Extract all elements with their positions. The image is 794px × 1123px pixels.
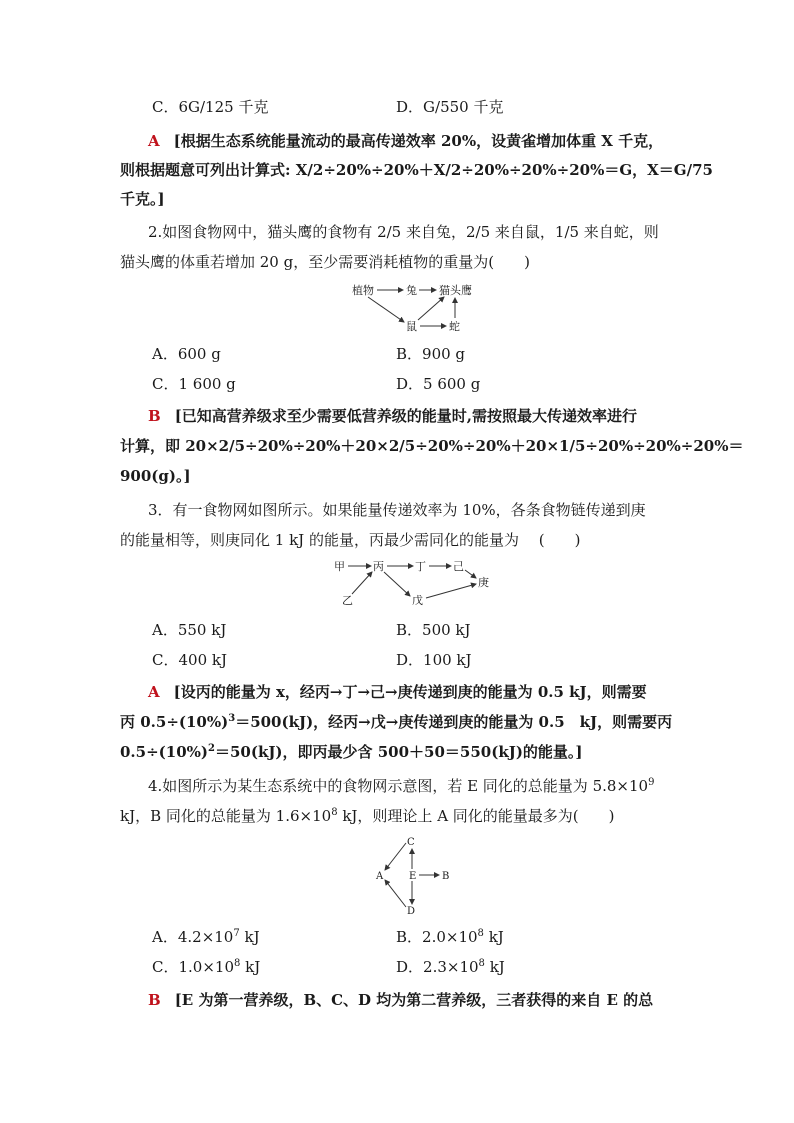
q1-explanation-line3: 千克。]: [120, 190, 165, 208]
q4-explanation-line1: [148, 990, 680, 1010]
diagram-bing: 丙: [373, 560, 384, 573]
diagram-snake: 蛇: [449, 320, 460, 333]
q4-opt-a-exponent: 7: [233, 928, 240, 939]
q2-explanation-line3: 900(g)。]: [120, 467, 191, 485]
diagram-geng: 庚: [478, 576, 489, 589]
diagram-ji: 己: [453, 560, 464, 573]
diagram-owl: 猫头鹰: [439, 284, 472, 297]
q4-stem1-exponent: 9: [648, 777, 655, 788]
q1-answer: A: [148, 132, 160, 150]
q3-explanation-line1: [148, 682, 680, 702]
q4-opt-d-base: D．2.3×10: [396, 958, 479, 976]
q2-answer: B: [148, 407, 161, 425]
q4-opt-d-exponent: 8: [478, 958, 485, 969]
q4-stem2-part2: kJ，则理论上 A 同化的能量最多为( ): [337, 807, 615, 825]
q4-opt-c-base: C．1.0×10: [152, 958, 234, 976]
q4-option-d: [396, 957, 505, 977]
q3-food-web-diagram: [328, 558, 500, 610]
q2-explanation-line2: 计算，即 20×2/5÷20%÷20%＋20×2/5÷20%÷20%＋20×1/5÷20%÷20%÷20%＝: [120, 437, 744, 455]
diagram-c: C: [407, 837, 415, 848]
q2-stem-line2: 猫头鹰的体重若增加 20 g，至少需要消耗植物的重量为( ): [120, 253, 530, 271]
q2-option-c: C．1 600 g: [152, 375, 236, 393]
q4-stem-line2: [120, 806, 680, 826]
arrow-bing-wu: [384, 572, 410, 596]
q4-stem1-part1: 4.如图所示为某生态系统中的食物网示意图，若 E 同化的总能量为 5.8×10: [148, 777, 649, 795]
q1-option-c: C．6G/125 千克: [152, 98, 269, 116]
q4-opt-c-unit: kJ: [240, 958, 261, 976]
diagram-mouse: 鼠: [406, 320, 417, 333]
q3-exp3-exponent: 2: [208, 743, 215, 754]
q4-opt-b-unit: kJ: [483, 928, 504, 946]
q4-opt-d-unit: kJ: [484, 958, 505, 976]
q4-option-b: [396, 927, 504, 947]
arrow-ji-geng: [465, 570, 476, 578]
q4-opt-c-exponent: 8: [234, 958, 241, 969]
q4-option-a: [152, 927, 260, 947]
arrow-d-a: [385, 880, 406, 907]
q4-answer: B: [148, 991, 161, 1009]
q1-exp-text1: [根据生态系统能量流动的最高传递效率 20%，设黄雀增加体重 X 千克，: [173, 132, 664, 150]
diagram-wu: 戊: [412, 594, 423, 607]
q4-opt-a-base: A．4.2×10: [152, 928, 234, 946]
diagram-plant: 植物: [352, 284, 374, 297]
q2-explanation-line1: [148, 406, 680, 426]
q2-food-web-diagram: [340, 280, 490, 336]
q3-explanation-line2: [120, 712, 680, 732]
q3-exp2-part1: 丙 0.5÷(10%): [120, 713, 229, 731]
arrow-plant-mouse: [368, 297, 404, 322]
q3-exp-text1: [设丙的能量为 x，经丙→丁→己→庚传递到庚的能量为 0.5 kJ，则需要: [173, 683, 647, 701]
q3-stem-line2: 的能量相等，则庚同化 1 kJ 的能量，丙最少需同化的能量为 ( ): [120, 531, 581, 549]
q2-exp-text1: [已知高营养级求至少需要低营养级的能量时,需按照最大传递效率进行: [174, 407, 638, 425]
q3-option-a: A．550 kJ: [152, 621, 227, 639]
q3-exp3-part1: 0.5÷(10%): [120, 743, 208, 761]
q2-option-b: B．900 g: [396, 345, 466, 363]
q3-exp3-part2: ＝50(kJ)，即丙最少含 500＋50＝550(kJ)的能量。]: [214, 743, 583, 761]
q3-option-c: C．400 kJ: [152, 651, 227, 669]
diagram-rabbit: 兔: [406, 284, 417, 297]
q3-option-b: B．500 kJ: [396, 621, 471, 639]
diagram-e: E: [409, 871, 417, 882]
q1-explanation-line1: [148, 131, 680, 151]
q1-option-d: D．G/550 千克: [396, 98, 504, 116]
arrow-c-a: [385, 843, 406, 870]
q4-exp-text1: [E 为第一营养级，B、C、D 均为第二营养级，三者获得的来自 E 的总: [174, 991, 654, 1009]
q2-option-d: D．5 600 g: [396, 375, 481, 393]
q4-opt-b-base: B．2.0×10: [396, 928, 478, 946]
q3-exp2-exponent: 3: [228, 713, 236, 724]
q4-opt-b-exponent: 8: [477, 928, 484, 939]
q4-stem-line1: [148, 776, 680, 796]
q3-stem-line1: 3．有一食物网如图所示。如果能量传递效率为 10%，各条食物链传递到庚: [148, 501, 646, 519]
arrow-wu-geng: [426, 584, 476, 598]
diagram-jia: 甲: [334, 560, 345, 573]
q3-exp2-part2: ＝500(kJ)，经丙→戊→庚传递到庚的能量为 0.5 kJ，则需要丙: [235, 713, 673, 731]
q3-answer: A: [148, 683, 160, 701]
q4-stem2-part1: kJ，B 同化的总能量为 1.6×10: [120, 807, 332, 825]
arrow-mouse-owl: [418, 297, 444, 320]
q3-option-d: D．100 kJ: [396, 651, 472, 669]
q4-option-c: [152, 957, 260, 977]
q4-food-web-diagram: [370, 834, 460, 920]
diagram-ding: 丁: [415, 560, 426, 573]
diagram-d: D: [407, 906, 416, 917]
q1-explanation-line2: 则根据题意可列出计算式: X/2÷20%÷20%＋X/2÷20%÷20%÷20%＝G，X＝G/75: [120, 161, 713, 179]
q4-opt-a-unit: kJ: [239, 928, 260, 946]
q2-option-a: A．600 g: [152, 345, 221, 363]
arrow-yi-bing: [352, 572, 372, 594]
diagram-a: A: [376, 871, 384, 882]
q2-stem-line1: 2.如图食物网中，猫头鹰的食物有 2/5 来自兔，2/5 来自鼠，1/5 来自蛇，则: [148, 223, 659, 241]
diagram-b: B: [442, 871, 450, 882]
q4-stem2-exponent: 8: [331, 807, 338, 818]
diagram-yi: 乙: [342, 594, 353, 607]
q3-explanation-line3: [120, 742, 680, 762]
